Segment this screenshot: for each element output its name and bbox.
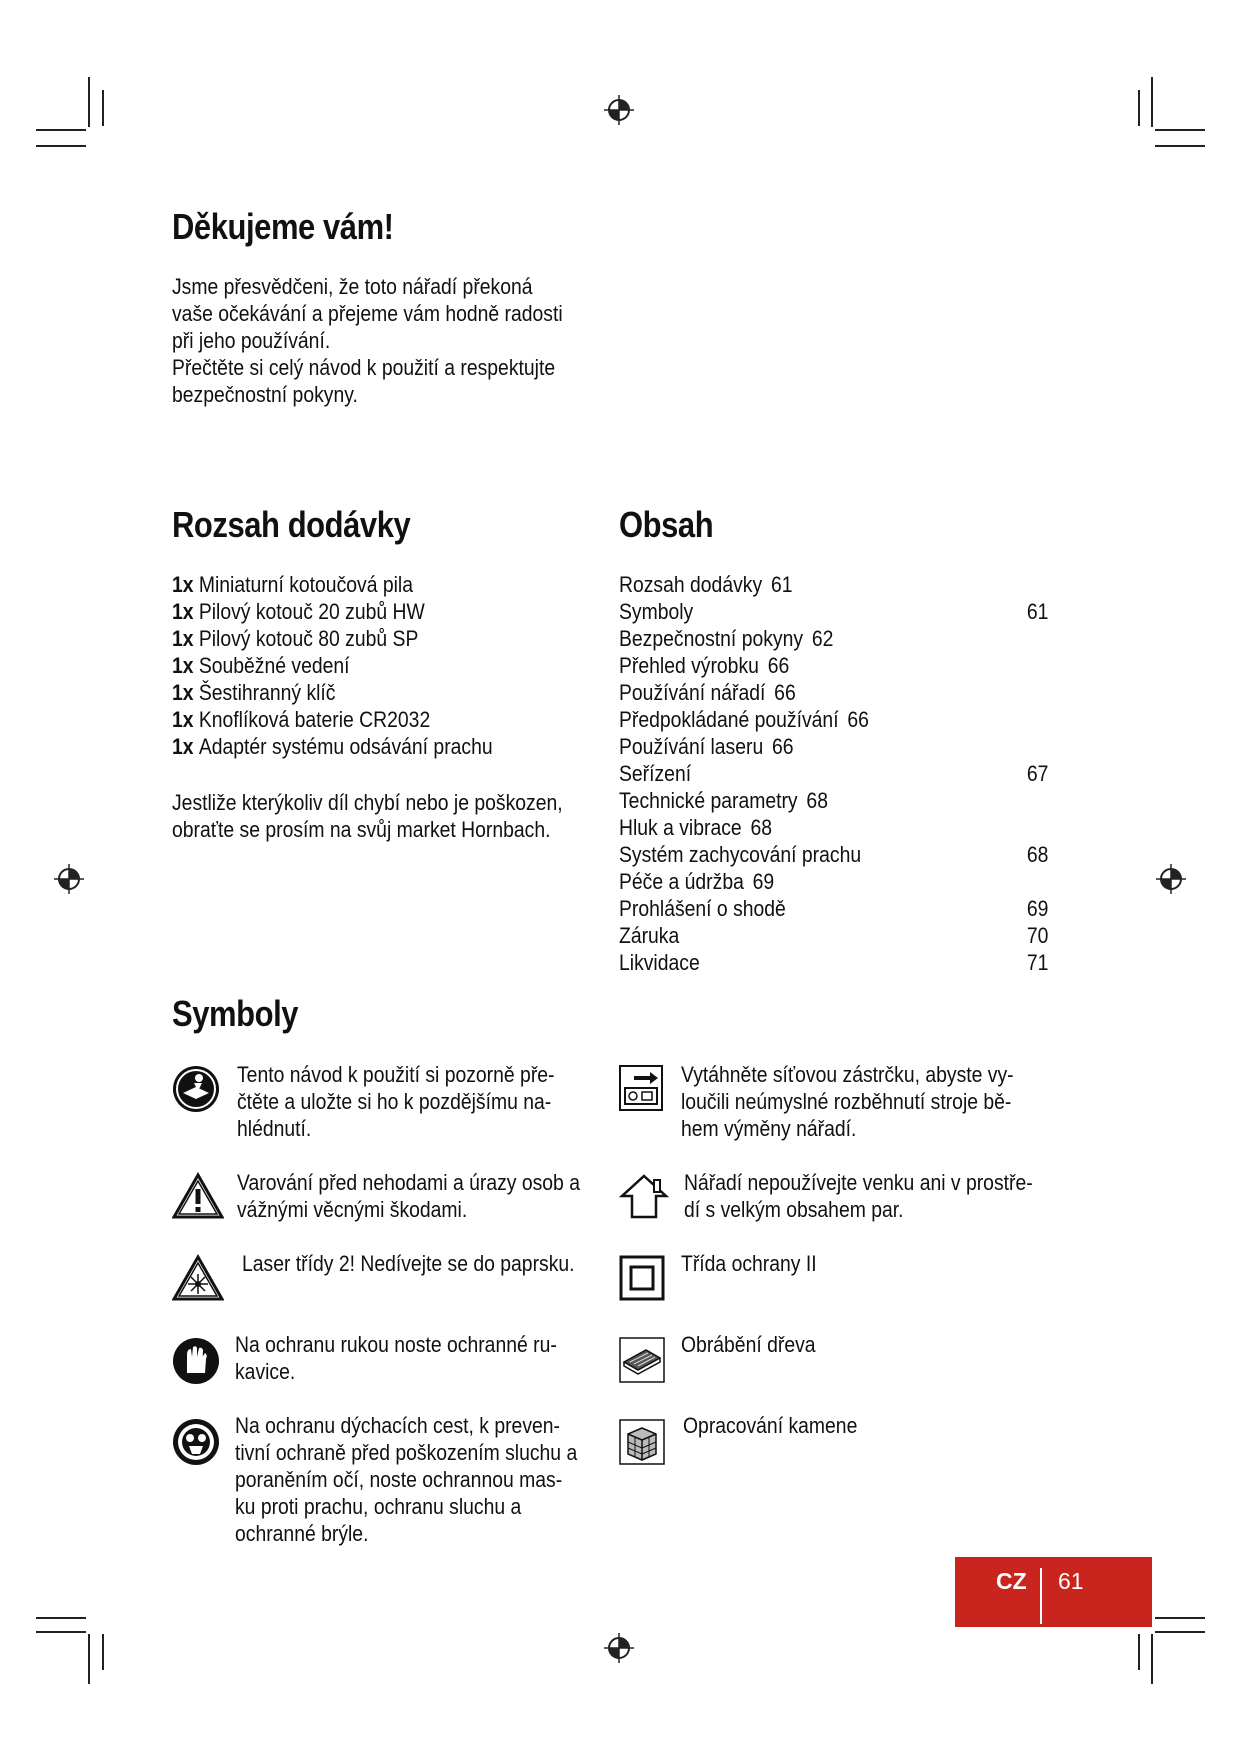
toc-entry-label: Přehled výrobku [619,653,759,678]
toc-entry[interactable] [619,598,1048,625]
item-qty: 1x [172,599,194,624]
toc-entry-label: Péče a údržba [619,869,744,894]
symbol-line: Nářadí nepoužívejte venku ani v prostře- [684,1170,1033,1195]
symbol-line: Opracování kamene [683,1413,858,1438]
item-name: Pilový kotouč 80 zubů SP [198,626,419,651]
symbol-text-wood [681,1331,816,1358]
laser-warning-icon [172,1254,224,1302]
toc-entry-page: 69 [752,869,775,894]
toc-entry[interactable] [619,814,1048,841]
symbol-line: ku proti prachu, ochranu sluchu a [235,1494,522,1519]
intro-line: bezpečnostní pokyny. [172,382,358,407]
list-item [172,598,493,625]
symbol-line: tivní ochraně před poškozením sluchu a [235,1440,578,1465]
item-name: Souběžné vedení [198,653,350,678]
symbol-line: Třída ochrany II [681,1251,817,1276]
delivery-list [172,571,493,760]
registration-mark-icon [604,1633,634,1663]
toc-entry-page: 70 [1026,923,1049,948]
list-item [172,625,493,652]
symbol-text-gloves [235,1331,557,1385]
toc-entry-page: 67 [1026,761,1049,786]
intro-text [172,273,591,408]
symbol-line: Na ochranu rukou noste ochranné ru- [235,1332,557,1357]
symbol-line: Obrábění dřeva [681,1332,816,1357]
toc-entry[interactable] [619,571,1048,598]
symbol-text-protective-equipment [235,1412,577,1547]
symbol-text-indoor-use [684,1169,1033,1223]
registration-mark-icon [1156,864,1186,894]
symbol-text-laser [242,1250,575,1277]
unplug-icon [618,1064,664,1112]
symbol-line: kavice. [235,1359,296,1384]
toc-entry[interactable] [619,841,1048,868]
toc-entry-label: Prohlášení o shodě [619,896,786,921]
toc-entry-page: 66 [772,734,794,759]
item-qty: 1x [172,680,194,705]
symbol-line: hlédnutí. [237,1116,312,1141]
delivery-title: Rozsah dodávky [172,504,411,545]
toc-entry-label: Hluk a vibrace [619,815,742,840]
symbol-text-protection-class [681,1250,817,1277]
list-item [172,733,493,760]
toc-entry-label: Bezpečnostní pokyny [619,626,804,651]
toc-entry-page: 69 [1026,896,1049,921]
symbol-line: poraněním očí, noste ochrannou mas- [235,1467,563,1492]
indoor-use-icon [618,1172,670,1220]
symbol-line: ochranné brýle. [235,1521,369,1546]
language-label: CZ [996,1568,1027,1594]
item-name: Adaptér systému odsávání prachu [198,734,493,759]
item-qty: 1x [172,707,194,732]
symbol-line: Varování před nehodami a úrazy osob a [237,1170,580,1195]
item-name: Miniaturní kotoučová pila [198,572,413,597]
toc-entry-page: 66 [767,653,790,678]
item-qty: 1x [172,653,194,678]
item-name: Šestihranný klíč [198,680,336,705]
symbol-line: Tento návod k použití si pozorně pře- [237,1062,555,1087]
toc-entry[interactable] [619,922,1048,949]
symbol-text-stone [683,1412,857,1439]
toc-entry[interactable] [619,652,1048,679]
intro-title: Děkujeme vám! [172,206,394,247]
list-item [172,652,493,679]
toc-entry-label: Předpokládané používání [619,707,839,732]
toc-entry-label: Symboly [619,599,694,624]
list-item [172,571,493,598]
symbol-line: Vytáhněte síťovou zástrčku, abyste vy- [681,1062,1014,1087]
toc-entry-label: Likvidace [619,950,700,975]
toc-entry-page: 62 [811,626,834,651]
symbol-line: dí s velkým obsahem par. [684,1197,904,1222]
toc-entry-page: 61 [770,572,793,597]
toc-entry[interactable] [619,895,1048,922]
toc-title: Obsah [619,504,714,545]
read-manual-icon [172,1065,220,1113]
toc-entry[interactable] [619,706,1048,733]
note-line: Jestliže kterýkoliv díl chybí nebo je poškozen, [172,790,563,815]
toc-entry[interactable] [619,625,1048,652]
stone-cutting-icon [618,1418,666,1466]
item-qty: 1x [172,572,194,597]
symbol-line: čtěte a uložte si ho k pozdějšímu na- [237,1089,552,1114]
warning-triangle-icon [172,1172,224,1220]
symbol-line: vážnými věcnými škodami. [237,1197,468,1222]
item-qty: 1x [172,626,194,651]
toc-entry-page: 61 [1026,599,1049,624]
list-item [172,679,493,706]
toc-entry-page: 71 [1026,950,1049,975]
gloves-icon [172,1337,220,1385]
symbol-line: loučili neúmyslné rozběhnutí stroje bě- [681,1089,1012,1114]
item-qty: 1x [172,734,194,759]
toc-entry-label: Používání nářadí [619,680,766,705]
intro-line: Přečtěte si celý návod k použití a respektujte [172,355,556,380]
toc-entry[interactable] [619,787,1048,814]
protection-class-2-icon [618,1254,666,1302]
toc-entry-page: 68 [750,815,773,840]
item-name: Pilový kotouč 20 zubů HW [198,599,425,624]
toc-entry[interactable] [619,733,1048,760]
registration-mark-icon [54,864,84,894]
toc-entry-page: 66 [774,680,796,705]
symbols-title: Symboly [172,993,299,1034]
intro-line: Jsme přesvědčeni, že toto nářadí překoná [172,274,533,299]
page-number: 61 [1058,1568,1084,1594]
toc-entry-label: Technické parametry [619,788,798,813]
toc-entry-label: Seřízení [619,761,692,786]
note-line: obraťte se prosím na svůj market Hornbach. [172,817,551,842]
symbol-line: hem výměny nářadí. [681,1116,857,1141]
list-item [172,706,493,733]
toc-entry[interactable] [619,760,1048,787]
symbol-text-read-manual [237,1061,593,1142]
intro-line: vaše očekávání a přejeme vám hodně radosti [172,301,563,326]
toc-entry[interactable] [619,949,1048,976]
toc-entry-label: Rozsah dodávky [619,572,763,597]
item-name: Knoflíková baterie CR2032 [198,707,431,732]
delivery-note [172,789,563,843]
intro-line: při jeho používání. [172,328,331,353]
toc-entry[interactable] [619,679,1048,706]
toc-entry[interactable] [619,868,1048,895]
symbol-text-unplug [681,1061,1014,1142]
registration-mark-icon [604,95,634,125]
protective-equipment-icon [172,1418,220,1466]
symbol-line: Laser třídy 2! Nedívejte se do paprsku. [242,1251,575,1276]
toc-entry-label: Záruka [619,923,680,948]
symbol-line: Na ochranu dýchacích cest, k preven- [235,1413,560,1438]
page-tab [955,1557,1152,1627]
toc-entry-page: 68 [1026,842,1049,867]
page-tab-divider [1040,1568,1042,1624]
toc-entry-page: 66 [847,707,869,732]
symbol-text-warning [237,1169,580,1223]
toc-entry-label: Používání laseru [619,734,764,759]
wood-cutting-icon [618,1336,666,1384]
toc-entry-label: Systém zachycování prachu [619,842,862,867]
toc-entry-page: 68 [806,788,828,813]
